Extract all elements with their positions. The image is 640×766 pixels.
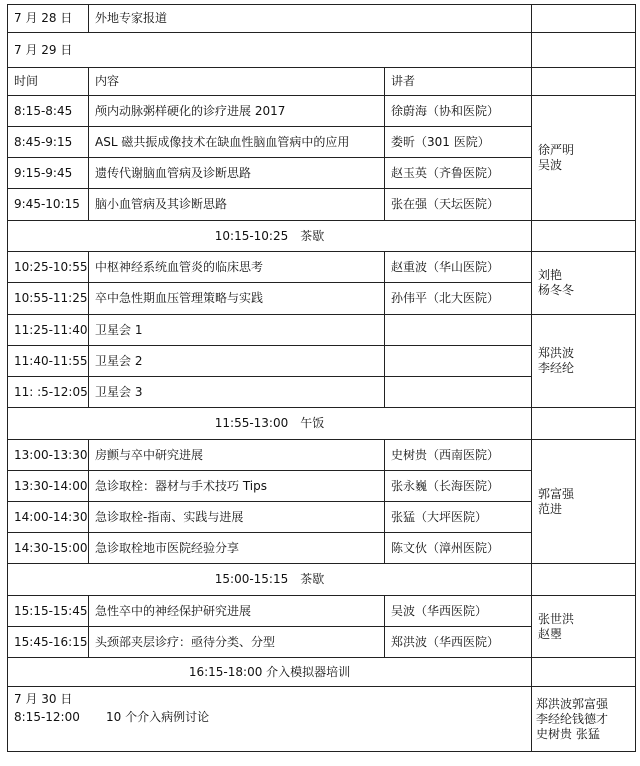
chair-session-6: 郑洪波郭富强 李经纶钱德才 史树贵 张猛 bbox=[532, 687, 636, 752]
chair-session-3: 郑洪波 李经纶 bbox=[532, 315, 636, 408]
row-speaker: 孙伟平（北大医院） bbox=[385, 283, 532, 315]
row-speaker: 赵玉英（齐鲁医院） bbox=[385, 158, 532, 189]
row-time: 10:25-10:55 bbox=[8, 252, 89, 283]
row-speaker: 赵重波（华山医院） bbox=[385, 252, 532, 283]
day30-date: 7 月 30 日 bbox=[14, 692, 73, 706]
day28-note: 外地专家报道 bbox=[89, 5, 532, 33]
table-row bbox=[8, 315, 636, 346]
row-topic: 遗传代谢脑血管病及诊断思路 bbox=[89, 158, 385, 189]
row-time: 15:15-15:45 bbox=[8, 596, 89, 627]
tea-break-1: 10:15-10:25 茶歇 bbox=[8, 221, 532, 252]
day29-date: 7 月 29 日 bbox=[8, 33, 532, 68]
chair-session-1: 徐严明 吴波 bbox=[532, 96, 636, 221]
row-time: 11:40-11:55 bbox=[8, 346, 89, 377]
chair-session-5: 张世洪 赵瞾 bbox=[532, 596, 636, 658]
row-speaker: 娄昕（301 医院） bbox=[385, 127, 532, 158]
table-row bbox=[8, 252, 636, 283]
table-row bbox=[8, 96, 636, 127]
row-topic: 房颤与卒中研究进展 bbox=[89, 440, 385, 471]
row-speaker: 吴波（华西医院） bbox=[385, 596, 532, 627]
row-speaker: 史树贵（西南医院） bbox=[385, 440, 532, 471]
break-row bbox=[8, 408, 636, 440]
row-time: 15:45-16:15 bbox=[8, 627, 89, 658]
row-topic: 急性卒中的神经保护研究进展 bbox=[89, 596, 385, 627]
day30-row bbox=[8, 687, 636, 752]
row-topic: 脑小血管病及其诊断思路 bbox=[89, 189, 385, 221]
row-time: 8:45-9:15 bbox=[8, 127, 89, 158]
row-topic: ASL 磁共振成像技术在缺血性脑血管病中的应用 bbox=[89, 127, 385, 158]
row-time: 10:55-11:25 bbox=[8, 283, 89, 315]
row-topic: 中枢神经系统血管炎的临床思考 bbox=[89, 252, 385, 283]
row-time: 9:15-9:45 bbox=[8, 158, 89, 189]
tea-break-2: 15:00-15:15 茶歇 bbox=[8, 564, 532, 596]
row-speaker: 郑洪波（华西医院） bbox=[385, 627, 532, 658]
day28-row bbox=[8, 5, 636, 33]
row-topic: 卫星会 3 bbox=[89, 377, 385, 408]
simulator-training: 16:15-18:00 介入模拟器培训 bbox=[8, 658, 532, 687]
row-topic: 急诊取栓-指南、实践与进展 bbox=[89, 502, 385, 533]
row-time: 13:00-13:30 bbox=[8, 440, 89, 471]
row-time: 9:45-10:15 bbox=[8, 189, 89, 221]
row-speaker bbox=[385, 377, 532, 408]
row-speaker: 徐蔚海（协和医院） bbox=[385, 96, 532, 127]
row-speaker: 张永巍（长海医院） bbox=[385, 471, 532, 502]
day29-row bbox=[8, 33, 636, 68]
day30-time: 8:15-12:00 bbox=[14, 710, 80, 724]
row-time: 14:30-15:00 bbox=[8, 533, 89, 564]
table-row bbox=[8, 596, 636, 627]
row-time: 8:15-8:45 bbox=[8, 96, 89, 127]
row-time: 14:00-14:30 bbox=[8, 502, 89, 533]
break-row bbox=[8, 221, 636, 252]
row-speaker bbox=[385, 346, 532, 377]
day30-topic: 10 个介入病例讨论 bbox=[106, 710, 210, 724]
chair-session-2: 刘艳 杨冬冬 bbox=[532, 252, 636, 315]
row-time: 11: :5-12:05 bbox=[8, 377, 89, 408]
row-time: 13:30-14:00 bbox=[8, 471, 89, 502]
row-speaker: 陈文伙（漳州医院） bbox=[385, 533, 532, 564]
day30-block bbox=[8, 687, 532, 752]
break-row bbox=[8, 658, 636, 687]
table-row bbox=[8, 440, 636, 471]
day28-date: 7 月 28 日 bbox=[8, 5, 89, 33]
header-row bbox=[8, 68, 636, 96]
row-topic: 卫星会 2 bbox=[89, 346, 385, 377]
row-time: 11:25-11:40 bbox=[8, 315, 89, 346]
lunch-break: 11:55-13:00 午饭 bbox=[8, 408, 532, 440]
row-speaker: 张猛（大坪医院） bbox=[385, 502, 532, 533]
row-topic: 头颈部夹层诊疗：亟待分类、分型 bbox=[89, 627, 385, 658]
row-topic: 卫星会 1 bbox=[89, 315, 385, 346]
row-speaker: 张在强（天坛医院） bbox=[385, 189, 532, 221]
schedule-table bbox=[7, 4, 636, 752]
row-speaker bbox=[385, 315, 532, 346]
header-time: 时间 bbox=[8, 68, 89, 96]
row-topic: 急诊取栓地市医院经验分享 bbox=[89, 533, 385, 564]
break-row bbox=[8, 564, 636, 596]
chair-session-4: 郭富强 范进 bbox=[532, 440, 636, 564]
row-topic: 急诊取栓：器材与手术技巧 Tips bbox=[89, 471, 385, 502]
row-topic: 卒中急性期血压管理策略与实践 bbox=[89, 283, 385, 315]
row-topic: 颅内动脉粥样硬化的诊疗进展 2017 bbox=[89, 96, 385, 127]
header-content: 内容 bbox=[89, 68, 385, 96]
header-speaker: 讲者 bbox=[385, 68, 532, 96]
